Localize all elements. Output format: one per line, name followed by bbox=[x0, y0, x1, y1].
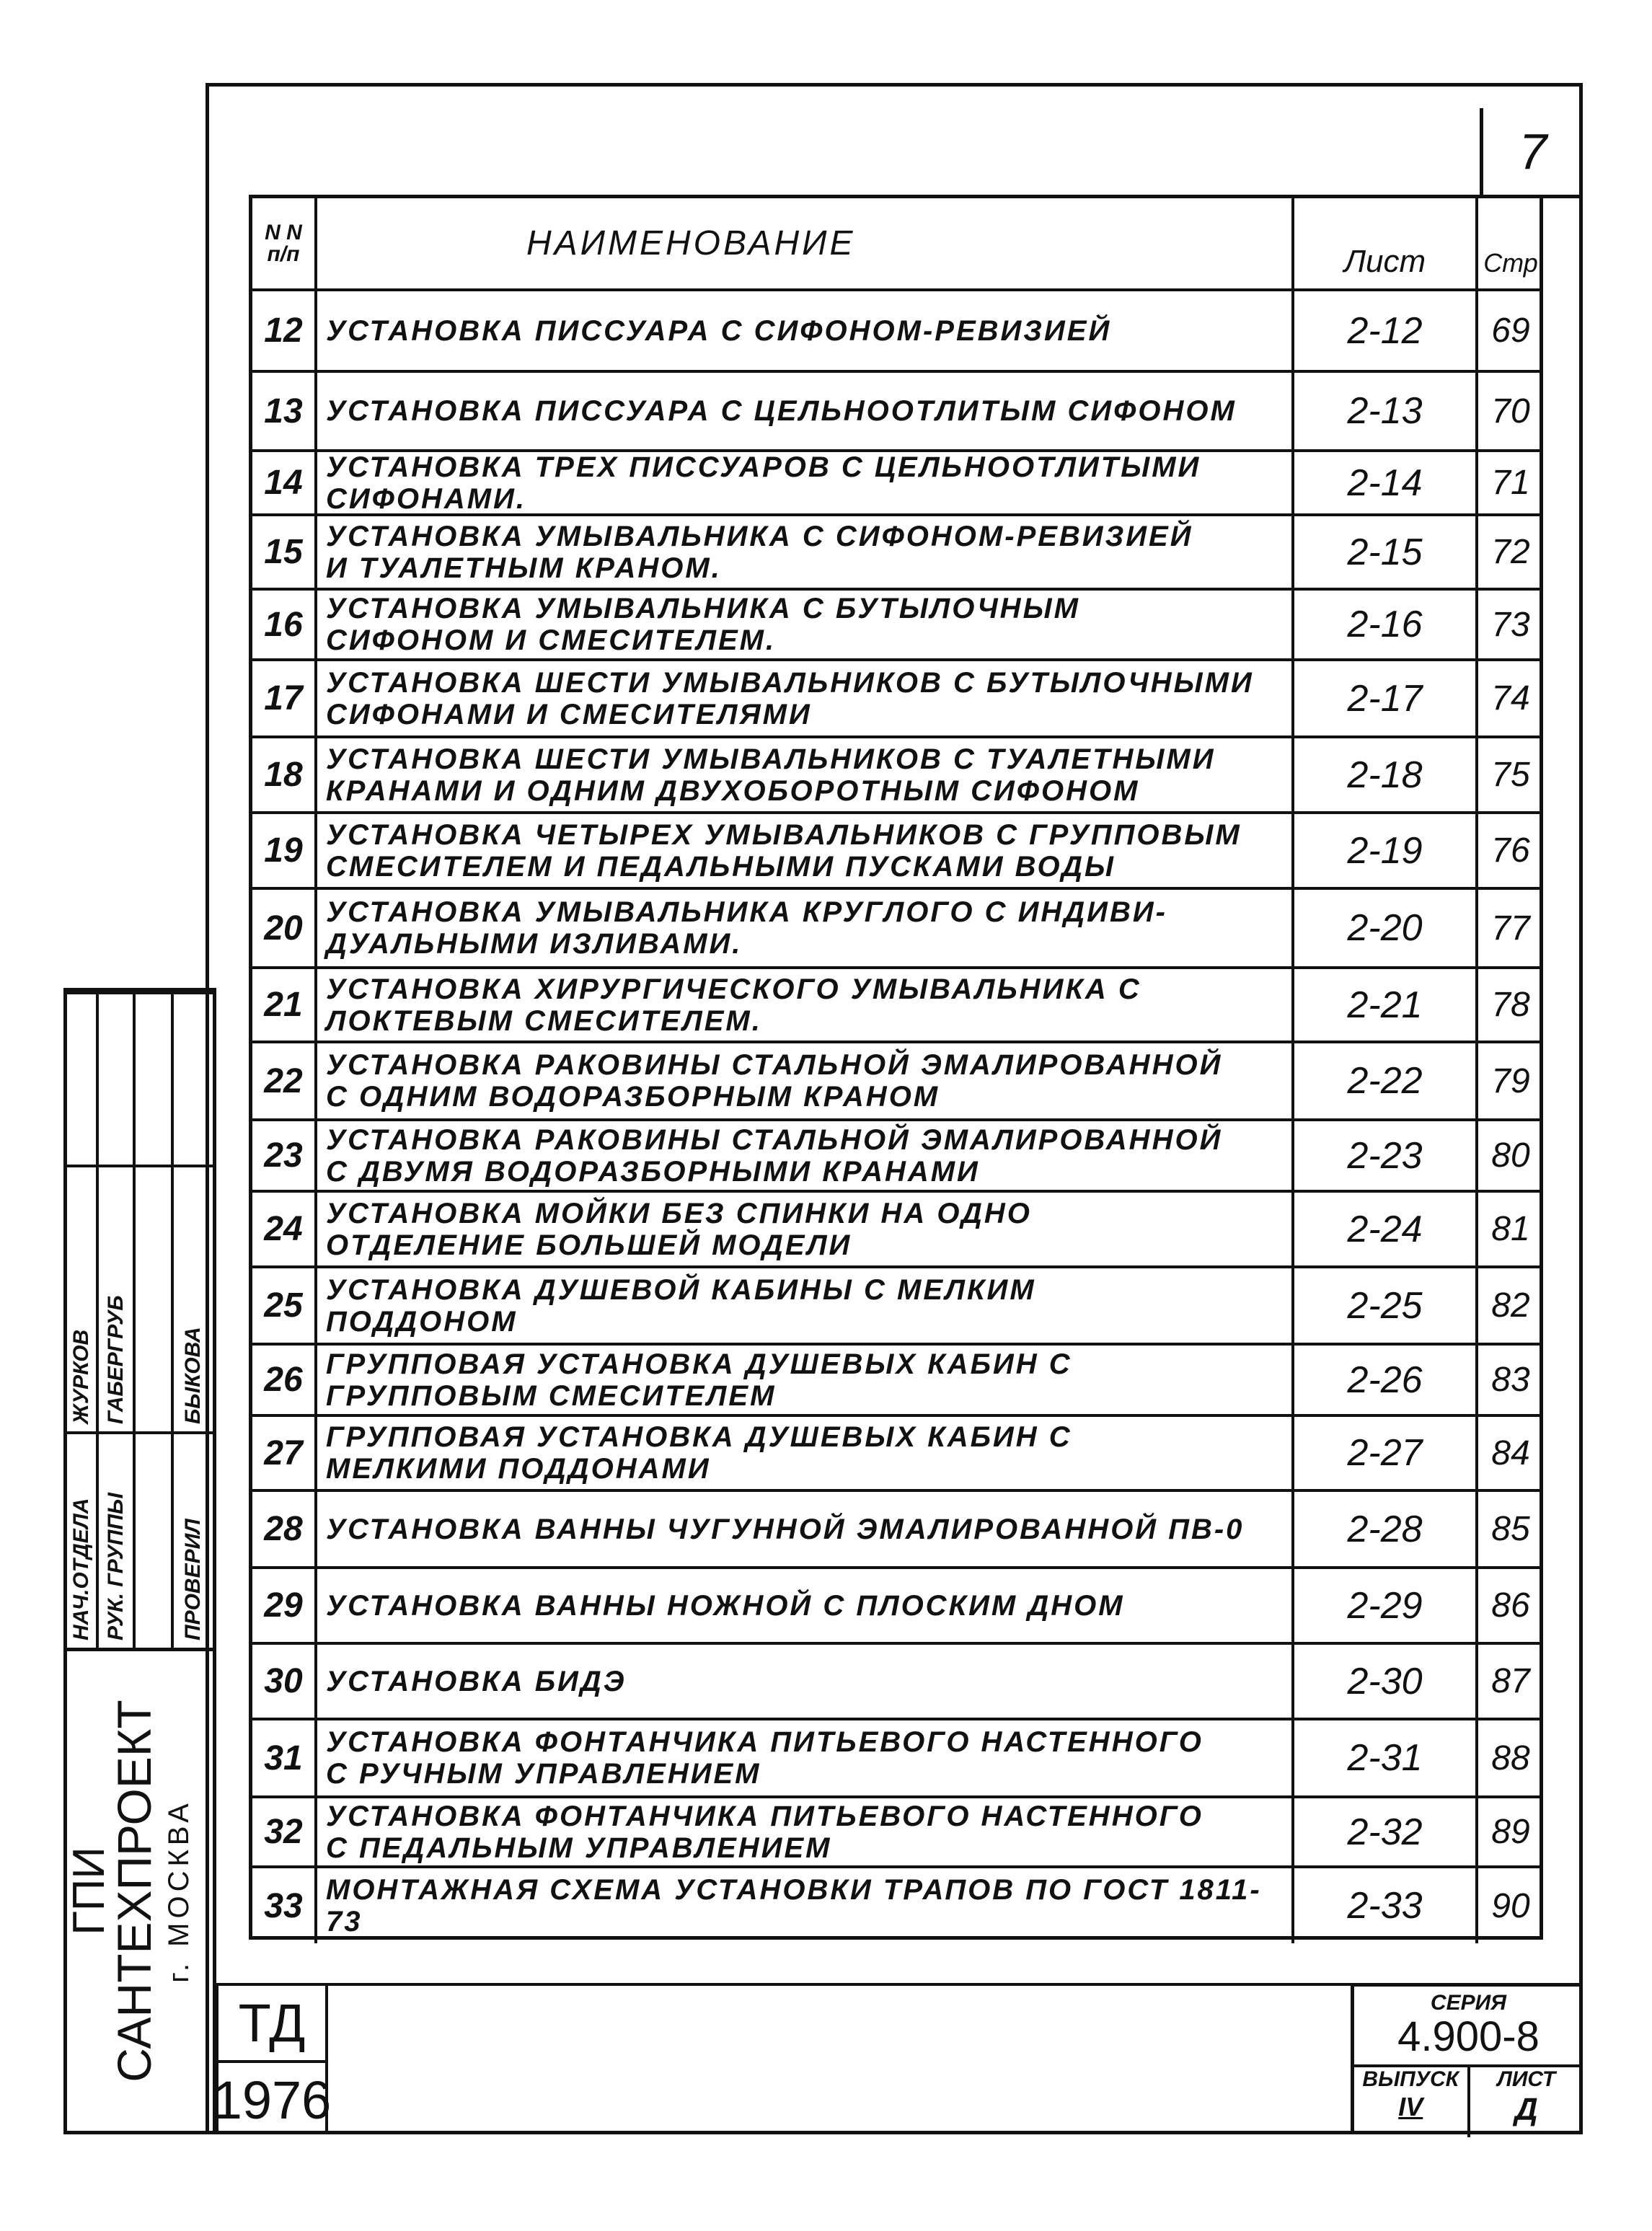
row-sheet: 2-21 bbox=[1294, 969, 1478, 1041]
header-name: НАИМЕНОВАНИЕ bbox=[317, 198, 1294, 288]
row-name: УСТАНОВКА ХИРУРГИЧЕСКОГО УМЫВАЛЬНИКА С ЛОКТЕВЫМ СМЕСИТЕЛЕМ. bbox=[317, 969, 1294, 1041]
bottom-divider bbox=[328, 1983, 1352, 1986]
stamp-name: БЫКОВА bbox=[174, 1165, 213, 1431]
row-page: 83 bbox=[1491, 1361, 1530, 1399]
stamp-signature bbox=[174, 991, 213, 1165]
header-sheet: Лист bbox=[1294, 198, 1478, 288]
stamp-signature bbox=[67, 991, 99, 1165]
row-name: УСТАНОВКА ВАННЫ НОЖНОЙ С ПЛОСКИМ ДНОМ bbox=[317, 1569, 1294, 1642]
table-row bbox=[252, 1566, 1540, 1642]
stamp-name: ЖУРКОВ bbox=[67, 1165, 99, 1431]
row-sheet: 2-20 bbox=[1294, 890, 1478, 966]
row-number: 13 bbox=[252, 373, 317, 449]
issue-sheet-row bbox=[1354, 2064, 1583, 2137]
row-sheet: 2-27 bbox=[1294, 1417, 1478, 1489]
row-number: 31 bbox=[252, 1720, 317, 1795]
table-row bbox=[252, 1343, 1540, 1414]
row-number: 27 bbox=[252, 1417, 317, 1489]
row-sheet: 2-19 bbox=[1294, 814, 1478, 887]
stamp-signature bbox=[99, 991, 136, 1165]
stamp-role: ПРОВЕРИЛ bbox=[174, 1431, 213, 1648]
row-page: 79 bbox=[1491, 1061, 1530, 1100]
row-number: 17 bbox=[252, 661, 317, 735]
row-sheet: 2-32 bbox=[1294, 1798, 1478, 1865]
row-sheet: 2-31 bbox=[1294, 1720, 1478, 1795]
row-name: УСТАНОВКА ПИССУАРА С ЦЕЛЬНООТЛИТЫМ СИФОНОМ bbox=[317, 373, 1294, 449]
sheet-cell bbox=[1470, 2067, 1583, 2137]
row-page: 75 bbox=[1491, 756, 1530, 794]
row-page: 77 bbox=[1491, 909, 1530, 947]
row-page: 84 bbox=[1491, 1433, 1530, 1472]
row-name: УСТАНОВКА РАКОВИНЫ СТАЛЬНОЙ ЭМАЛИРОВАННОЙ С ОДНИМ ВОДОРАЗБОРНЫМ КРАНОМ bbox=[317, 1043, 1294, 1118]
approval-stamp bbox=[63, 988, 216, 2134]
row-sheet: 2-16 bbox=[1294, 591, 1478, 658]
row-number: 15 bbox=[252, 516, 317, 588]
row-sheet: 2-15 bbox=[1294, 516, 1478, 588]
row-number: 23 bbox=[252, 1121, 317, 1190]
table-row bbox=[252, 811, 1540, 887]
row-name: УСТАНОВКА ШЕСТИ УМЫВАЛЬНИКОВ С ТУАЛЕТНЫМИ КРАНАМИ И ОДНИМ ДВУХОБОРОТНЫМ СИФОНОМ bbox=[317, 738, 1294, 811]
row-page: 71 bbox=[1491, 464, 1530, 502]
table-row bbox=[252, 1265, 1540, 1343]
row-name: УСТАНОВКА ЧЕТЫРЕХ УМЫВАЛЬНИКОВ С ГРУППОВЫМ СМЕСИТЕЛЕМ И ПЕДАЛЬНЫМИ ПУСКАМИ ВОДЫ bbox=[317, 814, 1294, 887]
row-sheet: 2-26 bbox=[1294, 1346, 1478, 1414]
row-page: 72 bbox=[1491, 533, 1530, 571]
row-sheet: 2-13 bbox=[1294, 373, 1478, 449]
row-number: 25 bbox=[252, 1268, 317, 1343]
table-header bbox=[252, 198, 1540, 288]
header-page: Стр bbox=[1483, 248, 1538, 278]
organization-block bbox=[64, 1648, 213, 2131]
row-number: 19 bbox=[252, 814, 317, 887]
stamp-role: НАЧ.ОТДЕЛА bbox=[67, 1431, 99, 1648]
table-row bbox=[252, 658, 1540, 735]
row-name: УСТАНОВКА ФОНТАНЧИКА ПИТЬЕВОГО НАСТЕННОГО С РУЧНЫМ УПРАВЛЕНИЕМ bbox=[317, 1720, 1294, 1795]
row-page: 89 bbox=[1491, 1813, 1530, 1851]
row-number: 28 bbox=[252, 1492, 317, 1566]
stamp-role: РУК. ГРУППЫ bbox=[99, 1431, 136, 1648]
header-num: N N п/п bbox=[252, 198, 317, 288]
series-value: 4.900-8 bbox=[1397, 2013, 1540, 2060]
row-sheet: 2-24 bbox=[1294, 1193, 1478, 1265]
row-page: 90 bbox=[1491, 1886, 1530, 1925]
table-row bbox=[252, 370, 1540, 449]
table-row bbox=[252, 1489, 1540, 1566]
row-number: 20 bbox=[252, 890, 317, 966]
row-number: 30 bbox=[252, 1645, 317, 1718]
page-number: 7 bbox=[1480, 108, 1583, 198]
row-name: УСТАНОВКА УМЫВАЛЬНИКА С БУТЫЛОЧНЫМ СИФОНОМ И СМЕСИТЕЛЕМ. bbox=[317, 591, 1294, 658]
table-row bbox=[252, 1414, 1540, 1489]
row-sheet: 2-29 bbox=[1294, 1569, 1478, 1642]
table-row bbox=[252, 588, 1540, 658]
row-page: 69 bbox=[1491, 312, 1530, 350]
td-label: ТД bbox=[218, 1986, 325, 2063]
row-sheet: 2-25 bbox=[1294, 1268, 1478, 1343]
stamp-name bbox=[136, 1165, 174, 1431]
row-sheet: 2-30 bbox=[1294, 1645, 1478, 1718]
table-row bbox=[252, 1718, 1540, 1795]
table-row bbox=[252, 1642, 1540, 1718]
row-name: ГРУППОВАЯ УСТАНОВКА ДУШЕВЫХ КАБИН С ГРУППОВЫМ СМЕСИТЕЛЕМ bbox=[317, 1346, 1294, 1414]
row-name: УСТАНОВКА УМЫВАЛЬНИКА С СИФОНОМ-РЕВИЗИЕЙ И ТУАЛЕТНЫМ КРАНОМ. bbox=[317, 516, 1294, 588]
row-name: УСТАНОВКА ДУШЕВОЙ КАБИНЫ С МЕЛКИМ ПОДДОНОМ bbox=[317, 1268, 1294, 1343]
table-row bbox=[252, 1041, 1540, 1118]
table-row bbox=[252, 513, 1540, 588]
row-sheet: 2-23 bbox=[1294, 1121, 1478, 1190]
row-name: МОНТАЖНАЯ СХЕМА УСТАНОВКИ ТРАПОВ ПО ГОСТ 1811-73 bbox=[317, 1868, 1294, 1943]
table-row bbox=[252, 1865, 1540, 1943]
row-number: 18 bbox=[252, 738, 317, 811]
row-number: 24 bbox=[252, 1193, 317, 1265]
row-name: ГРУППОВАЯ УСТАНОВКА ДУШЕВЫХ КАБИН С МЕЛКИМИ ПОДДОНАМИ bbox=[317, 1417, 1294, 1489]
row-page: 80 bbox=[1491, 1136, 1530, 1175]
table-row bbox=[252, 1795, 1540, 1865]
table-row bbox=[252, 887, 1540, 966]
row-number: 22 bbox=[252, 1043, 317, 1118]
row-page: 70 bbox=[1491, 392, 1530, 430]
table-row bbox=[252, 966, 1540, 1041]
row-page: 85 bbox=[1491, 1510, 1530, 1548]
stamp-signature bbox=[136, 991, 174, 1165]
org-name-2: САНТЕХПРОЕКТ bbox=[107, 1700, 161, 2082]
table-row bbox=[252, 1190, 1540, 1265]
row-number: 32 bbox=[252, 1798, 317, 1865]
table-row bbox=[252, 735, 1540, 811]
row-sheet: 2-12 bbox=[1294, 291, 1478, 370]
row-sheet: 2-18 bbox=[1294, 738, 1478, 811]
year: 1976 bbox=[212, 2070, 332, 2130]
row-sheet: 2-33 bbox=[1294, 1868, 1478, 1943]
row-page: 73 bbox=[1491, 605, 1530, 644]
row-page: 87 bbox=[1491, 1662, 1530, 1700]
issue-label: ВЫПУСК bbox=[1362, 2067, 1459, 2091]
row-name: УСТАНОВКА ФОНТАНЧИКА ПИТЬЕВОГО НАСТЕННОГО С ПЕДАЛЬНЫМ УПРАВЛЕНИЕМ bbox=[317, 1798, 1294, 1865]
row-name: УСТАНОВКА РАКОВИНЫ СТАЛЬНОЙ ЭМАЛИРОВАННОЙ С ДВУМЯ ВОДОРАЗБОРНЫМИ КРАНАМИ bbox=[317, 1121, 1294, 1190]
row-number: 29 bbox=[252, 1569, 317, 1642]
row-name: УСТАНОВКА ТРЕХ ПИССУАРОВ С ЦЕЛЬНООТЛИТЫМИ СИФОНАМИ. bbox=[317, 452, 1294, 513]
row-number: 21 bbox=[252, 969, 317, 1041]
row-name: УСТАНОВКА БИДЭ bbox=[317, 1645, 1294, 1718]
row-number: 14 bbox=[252, 452, 317, 513]
stamp-role bbox=[136, 1431, 174, 1648]
org-city: г. МОСКВА bbox=[163, 1799, 195, 1983]
sheet-label: ЛИСТ bbox=[1497, 2067, 1556, 2091]
row-name: УСТАНОВКА ПИССУАРА С СИФОНОМ-РЕВИЗИЕЙ bbox=[317, 291, 1294, 370]
contents-table bbox=[249, 195, 1543, 1940]
row-number: 26 bbox=[252, 1346, 317, 1414]
row-name: УСТАНОВКА ВАННЫ ЧУГУННОЙ ЭМАЛИРОВАННОЙ ПВ-0 bbox=[317, 1492, 1294, 1566]
issue-value: IV bbox=[1398, 2092, 1423, 2121]
org-name-1: ГПИ bbox=[64, 1847, 114, 1935]
row-name: УСТАНОВКА МОЙКИ БЕЗ СПИНКИ НА ОДНО ОТДЕЛЕНИЕ БОЛЬШЕЙ МОДЕЛИ bbox=[317, 1193, 1294, 1265]
row-page: 81 bbox=[1491, 1210, 1530, 1248]
row-page: 74 bbox=[1491, 679, 1530, 717]
row-page: 86 bbox=[1491, 1586, 1530, 1625]
stamp-name: ГАБЕРГРУБ bbox=[99, 1165, 136, 1431]
table-row bbox=[252, 288, 1540, 370]
sheet-value: Д bbox=[1514, 2092, 1538, 2127]
row-name: УСТАНОВКА ШЕСТИ УМЫВАЛЬНИКОВ С БУТЫЛОЧНЫМИ СИФОНАМИ И СМЕСИТЕЛЯМИ bbox=[317, 661, 1294, 735]
table-row bbox=[252, 449, 1540, 513]
row-sheet: 2-22 bbox=[1294, 1043, 1478, 1118]
row-number: 33 bbox=[252, 1868, 317, 1943]
row-page: 76 bbox=[1491, 831, 1530, 870]
row-sheet: 2-28 bbox=[1294, 1492, 1478, 1566]
row-page: 88 bbox=[1491, 1739, 1530, 1777]
row-page: 82 bbox=[1491, 1286, 1530, 1325]
series-label: СЕРИЯ bbox=[1430, 1991, 1507, 2015]
series-block bbox=[1351, 1983, 1583, 2134]
row-name: УСТАНОВКА УМЫВАЛЬНИКА КРУГЛОГО С ИНДИВИ- ДУАЛЬНЫМИ ИЗЛИВАМИ. bbox=[317, 890, 1294, 966]
row-number: 16 bbox=[252, 591, 317, 658]
issue-cell bbox=[1354, 2067, 1470, 2137]
row-sheet: 2-17 bbox=[1294, 661, 1478, 735]
row-page: 78 bbox=[1491, 986, 1530, 1024]
table-row bbox=[252, 1118, 1540, 1190]
td-block bbox=[212, 1983, 332, 2134]
row-sheet: 2-14 bbox=[1294, 452, 1478, 513]
row-number: 12 bbox=[252, 291, 317, 370]
